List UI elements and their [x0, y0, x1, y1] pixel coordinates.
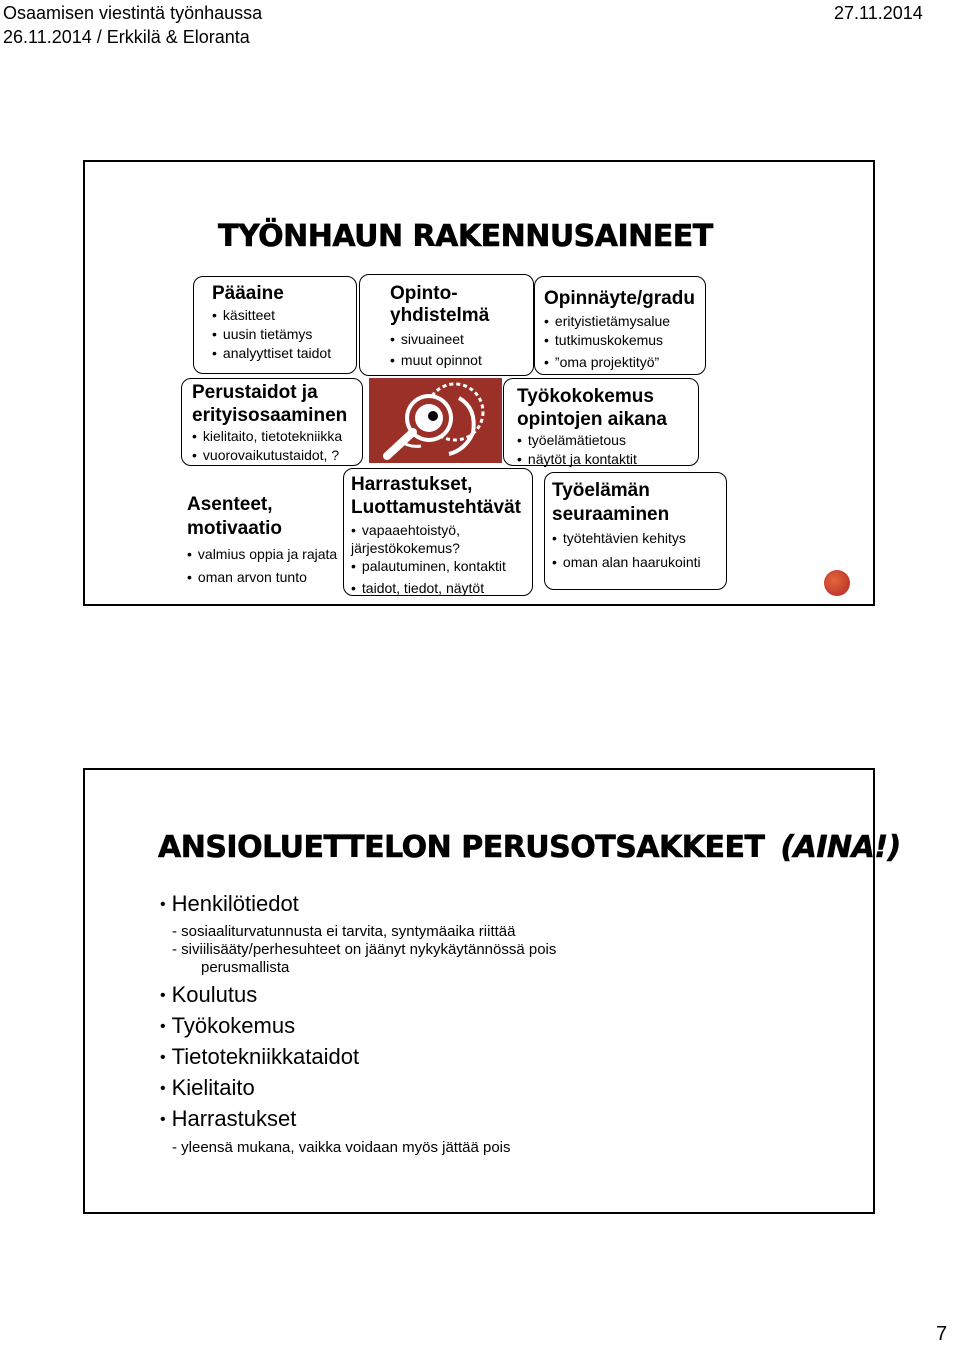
list-item: • palautuminen, kontaktit [351, 557, 526, 575]
box-tyoelaman [544, 472, 727, 590]
box-title: Pääaine [212, 283, 284, 304]
bullet-list [212, 306, 346, 363]
list-item: • vuorovaikutustaidot, ? [192, 446, 356, 465]
course-title: Osaamisen viestintä työnhaussa [3, 3, 263, 23]
list-item: • vapaaehtoistyö, järjestökokemus? [351, 521, 526, 557]
box-opintoyhdistelma [359, 274, 534, 376]
header-subtitle: 26.11.2014 / Erkkilä & Eloranta [3, 27, 250, 47]
list-item: • erityistietämysalue [544, 312, 695, 331]
list-item: • analyyttiset taidot [212, 344, 346, 363]
box-asenteet [187, 493, 347, 587]
magnifier-person-icon [369, 378, 502, 463]
box-title: Työelämän seuraaminen [552, 480, 670, 525]
box-title: Opinto- yhdistelmä [390, 283, 490, 326]
list-item: • ”oma projektityö” [544, 353, 695, 372]
bullet-list [192, 427, 356, 465]
box-opinnayte [534, 276, 706, 375]
box-title: Harrastukset, Luottamustehtävät [351, 474, 521, 518]
bullet-list [552, 529, 720, 572]
list-item: • Henkilötiedot [160, 890, 860, 921]
box-title: Työkokokemus opintojen aikana [517, 386, 667, 430]
list-item: • Kielitaito [160, 1074, 860, 1105]
cv-headings-list [160, 890, 860, 1157]
box-harrastukset [343, 468, 533, 596]
bullet-list [544, 312, 695, 372]
box-perustaidot [181, 378, 363, 466]
header-date: 27.11.2014 [834, 3, 923, 23]
box-paaaine [193, 276, 357, 374]
slide-2-title [158, 830, 901, 866]
list-item: • oman alan haarukointi [552, 553, 720, 572]
box-title: Asenteet, motivaatio [187, 494, 283, 539]
list-item: • taidot, tiedot, näytöt [351, 579, 526, 598]
box-title: Perustaidot ja erityisosaaminen [192, 382, 348, 426]
slide-2-title-main: ANSIOLUETTELON PERUSOTSAKKEET [158, 830, 765, 865]
list-item: • Tietotekniikkataidot [160, 1043, 860, 1074]
bullet-list [351, 521, 526, 598]
list-item: • työelämätietous [517, 431, 692, 450]
list-item: • Koulutus [160, 981, 860, 1012]
list-item: • kielitaito, tietotekniikka [192, 427, 356, 446]
university-logo-icon [824, 570, 850, 596]
list-subitem: - yleensä mukana, vaikka voidaan myös jättää pois [172, 1139, 511, 1156]
list-item: • valmius oppia ja rajata [187, 545, 347, 564]
list-item: • näytöt ja kontaktit [517, 450, 692, 469]
bullet-list [390, 329, 523, 371]
list-item: • sivuaineet [390, 329, 523, 350]
slide-2-title-accent: (AINA!) [780, 830, 901, 865]
list-subitem: - sosiaaliturvatunnusta ei tarvita, syntymäaika riittää [172, 923, 516, 940]
page-number: 7 [936, 1323, 948, 1345]
bullet-list [187, 545, 347, 587]
list-item: • käsitteet [212, 306, 346, 325]
list-item: • muut opinnot [390, 350, 523, 371]
slide-1-title: TYÖNHAUN RAKENNUSAINEET [218, 219, 713, 254]
list-item: • oman arvon tunto [187, 568, 347, 587]
list-item: • työtehtävien kehitys [552, 529, 720, 548]
list-item: • Työkokemus [160, 1012, 860, 1043]
bullet-list [517, 431, 692, 469]
list-subitem: - siviilisääty/perhesuhteet on jäänyt nykykäytännössä pois [172, 941, 557, 958]
list-subitem: perusmallista [201, 959, 290, 976]
list-item: • uusin tietämys [212, 325, 346, 344]
list-item: • Harrastukset [160, 1105, 860, 1136]
box-title: Opinnäyte/gradu [544, 288, 695, 309]
list-item: • tutkimuskokemus [544, 331, 695, 350]
box-tyokokemus [503, 378, 699, 466]
